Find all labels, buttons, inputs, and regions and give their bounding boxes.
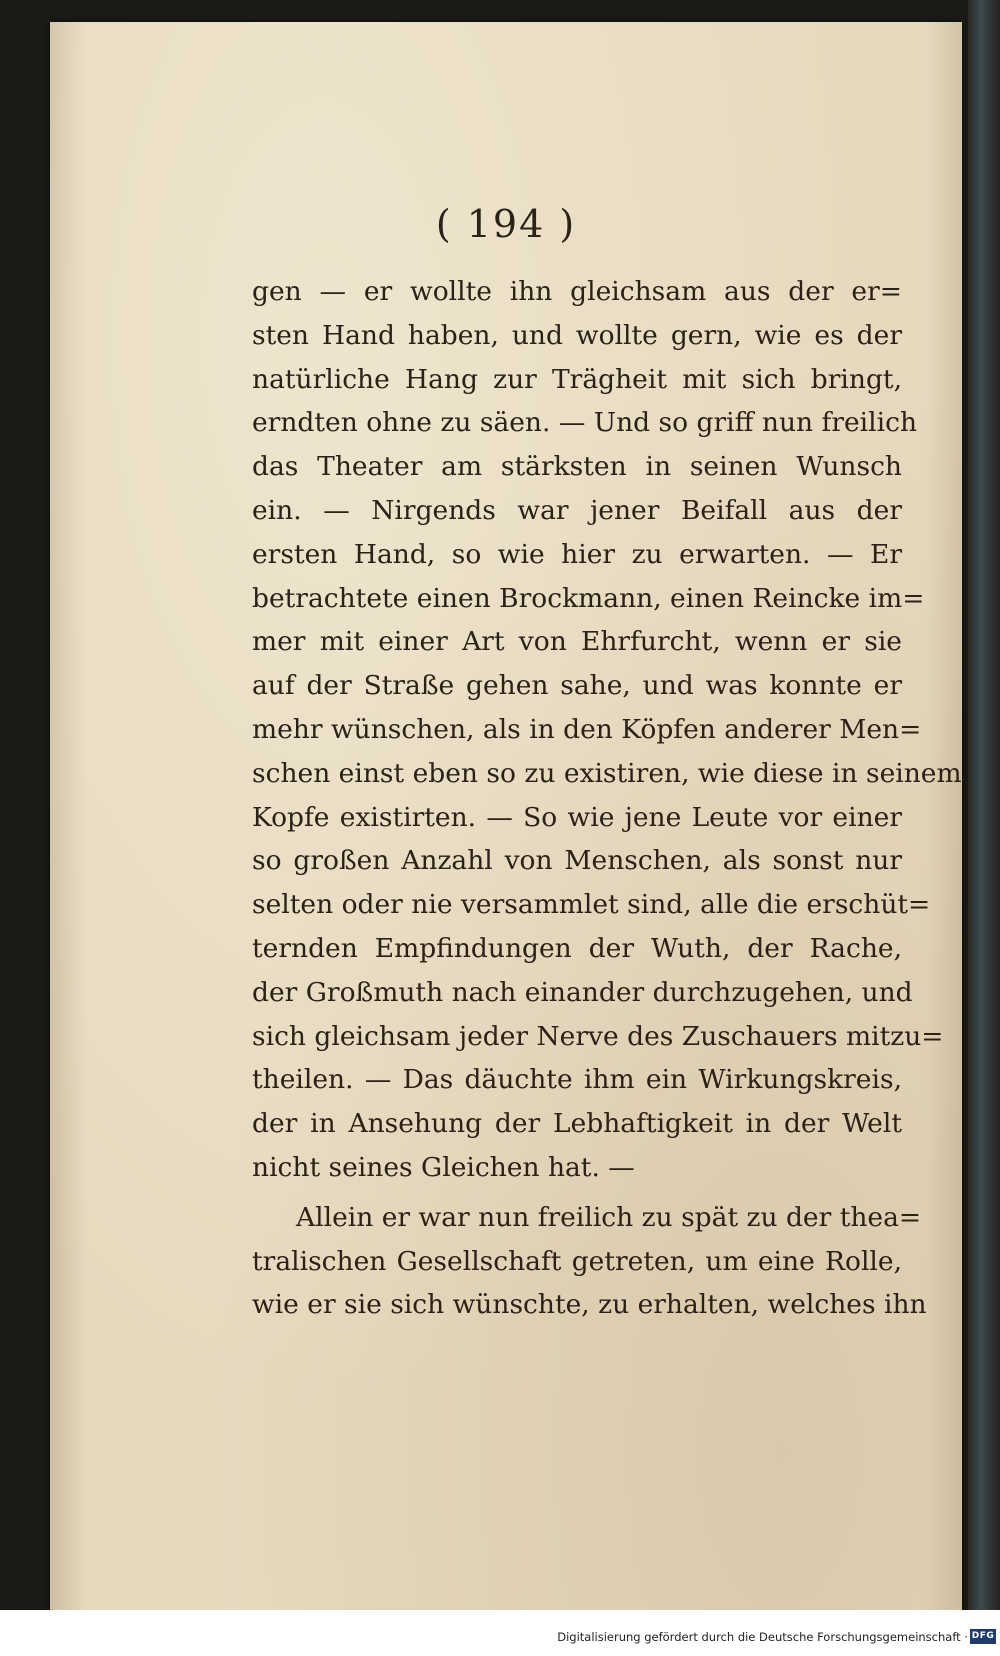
text-line: ersten Hand, so wie hier zu erwarten. — Er [252,538,902,570]
text-line: natürliche Hang zur Trägheit mit sich bringt, [252,363,902,395]
text-line: auf der Straße gehen sahe, und was konnte er [252,670,902,702]
text-line: ein. — Nirgends war jener Beifall aus der [252,494,902,526]
text-line: gen — er wollte ihn gleichsam aus der er= [252,276,902,307]
text-line: der Großmuth nach einander durchzugehen, und [252,976,913,1008]
text-line: wie er sie sich wünschte, zu erhalten, welches ihn [252,1289,927,1321]
text-line: ternden Empfindungen der Wuth, der Rache, [252,932,902,964]
text-line: nicht seines Gleichen hat. — [252,1151,635,1183]
text-line: das Theater am stärksten in seinen Wunsch [252,451,902,483]
book-edge [968,0,1000,1610]
text-line: so großen Anzahl von Menschen, als sonst nur [252,845,902,877]
funding-credit: Digitalisierung gefördert durch die Deutsche Forschungsgemeinschaft · [557,1630,968,1644]
page-number: ( 194 ) [435,202,577,246]
text-line: erndten ohne zu säen. — Und so griff nun freilich [252,407,918,439]
text-line: betrachtete einen Brockmann, einen Reincke im= [252,582,925,614]
text-line: sich gleichsam jeder Nerve des Zuschauers mitzu= [252,1020,944,1052]
text-line: schen einst eben so zu existiren, wie diese in seinem [252,757,962,789]
text-line: mehr wünschen, als in den Köpfen anderer Men= [252,713,922,745]
text-line: sten Hand haben, und wollte gern, wie es der [252,319,902,351]
text-line: der in Ansehung der Lebhaftigkeit in der Welt [252,1108,902,1140]
text-line: mer mit einer Art von Ehrfurcht, wenn er sie [252,626,902,658]
dfg-logo-icon: DFG [970,1629,996,1644]
text-line: Kopfe existirten. — So wie jene Leute vor einer [252,801,902,833]
text-line: selten oder nie versammlet sind, alle die erschüt= [252,889,931,921]
digitization-footer [0,1610,1000,1656]
text-line: tralischen Gesellschaft getreten, um eine Rolle, [252,1245,902,1277]
text-line: Allein er war nun freilich zu spät zu der thea= [296,1201,922,1233]
text-line: theilen. — Das däuchte ihm ein Wirkungskreis, [252,1064,902,1096]
book-page [50,22,962,1610]
body-text [252,270,962,1327]
